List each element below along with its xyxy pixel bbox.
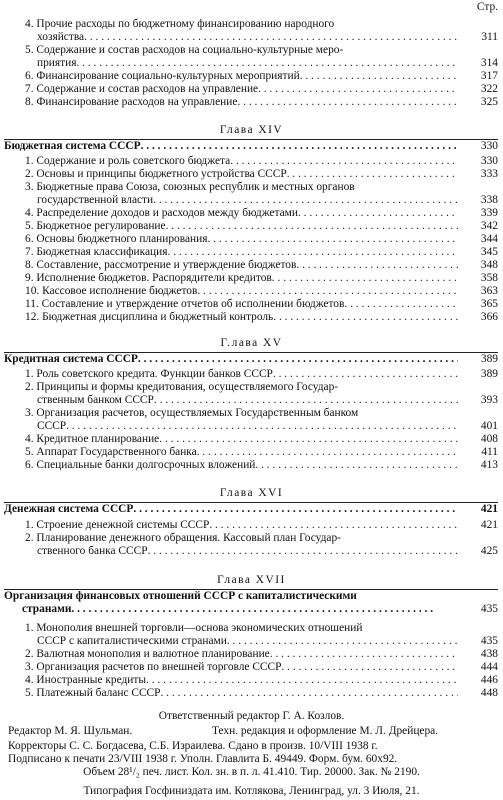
toc-entry-line	[25, 70, 458, 83]
toc-entry-text	[25, 44, 458, 70]
toc-page-number: 411	[481, 446, 498, 458]
toc-page-number: 314	[480, 57, 498, 69]
toc-page-number: 435	[480, 635, 498, 647]
toc-entry-line-text: 3. Организация расчетов по внешней торговле СССР	[25, 661, 282, 673]
toc-entry-line-text: 10. Кассовое исполнение бюджетов	[25, 285, 198, 297]
toc-page-number: 363	[480, 285, 498, 297]
toc-entry-text	[25, 233, 458, 246]
toc-page-number: 358	[480, 272, 498, 284]
toc-entry-text	[25, 70, 458, 83]
toc-page-number: 365	[480, 298, 498, 310]
toc-entry-line	[25, 446, 458, 459]
toc-entry-line-text: 9. Исполнение бюджетов. Распорядители кредитов	[25, 272, 272, 284]
toc-entry-text	[25, 459, 458, 472]
toc-page-number: 401	[480, 420, 498, 432]
toc-entry-line-text: 5. Бюджетное регулирование	[25, 220, 166, 232]
section-title-line	[4, 603, 476, 616]
toc-entry-line-text: хозяйства	[37, 31, 85, 43]
toc-entry-line: 4. Прочие расходы по бюджетному финансированию народного	[25, 18, 335, 30]
dot-leader	[300, 70, 458, 83]
toc-entry-line	[25, 545, 458, 558]
toc-page-number: 448	[480, 687, 498, 699]
toc-entry-line	[25, 635, 458, 648]
correctors-line: Корректоры С. С. Богдасева, С.Б. Израилева. Сдано в произв. 10/VIII 1938 г.	[8, 740, 378, 752]
toc-entry-text	[25, 407, 458, 433]
toc-entry-text	[25, 661, 458, 674]
toc-entry-line-text: ственного банка СССР	[37, 545, 148, 557]
toc-page-number: 425	[480, 545, 498, 557]
toc-entry-line-text: 8. Составление, рассмотрение и утверждение бюджетов	[25, 259, 297, 271]
toc-entry-line-text: 8. Финансирование расходов на управление	[25, 96, 238, 108]
section-page-number: 330	[480, 140, 498, 152]
dot-leader	[227, 635, 458, 648]
section-page-number: 421	[480, 503, 498, 515]
dot-leader	[258, 83, 458, 96]
toc-entry-text	[25, 259, 458, 272]
toc-page-number: 333	[480, 168, 498, 180]
divider	[4, 352, 498, 353]
dot-leader	[230, 155, 458, 168]
toc-page-number: 330	[480, 155, 498, 167]
editor-line: Редактор М. Я. Шульман.	[8, 725, 133, 737]
toc-entry-line-text: 5. Аппарат Государственного банка	[25, 446, 197, 458]
section-title-line	[4, 140, 458, 153]
toc-entry-line-text: 1. Строение денежной системы СССР	[25, 519, 210, 531]
toc-entry-line	[25, 168, 458, 181]
toc-entry-text	[25, 181, 458, 207]
dot-leader	[209, 519, 458, 532]
toc-entry-line: 2. Планирование денежного обращения. Кассовый план Государ-	[25, 532, 341, 544]
toc-entry-line-text: 6. Финансирование социально-культурных мероприятий	[25, 70, 300, 82]
dot-leader	[71, 603, 476, 616]
toc-entry-line-text: приятия	[37, 57, 77, 69]
dot-leader	[197, 446, 458, 459]
toc-entry-text	[25, 622, 458, 648]
toc-entry-line-text: 7. Содержание и состав расходов на управление	[25, 83, 259, 95]
dot-leader	[66, 420, 458, 433]
section-title-text: Бюджетная система СССР	[4, 140, 141, 152]
dot-leader	[159, 433, 458, 446]
chapter-heading: Глава XIV	[219, 124, 284, 136]
toc-entry-line	[25, 648, 458, 661]
toc-entry-line	[25, 674, 458, 687]
dot-leader	[298, 207, 458, 220]
dot-leader	[273, 311, 458, 324]
dot-leader	[153, 194, 458, 207]
dot-leader	[344, 298, 458, 311]
toc-entry-line	[25, 233, 458, 246]
toc-entry-line: 1. Монополия внешней торговли—основа экономических отношений	[25, 622, 363, 634]
dot-leader	[237, 96, 458, 109]
chapter-heading: Глава XVI	[219, 487, 284, 499]
dot-leader	[287, 168, 458, 181]
print-signing-line: Подписано к печати 23/VIII 1938 г. Уполн. Главлита Б. 49449. Форм. бум. 60х92.	[8, 753, 398, 765]
toc-entry-line	[25, 459, 458, 472]
toc-entry-line-text: 12. Бюджетная дисциплина и бюджетный контроль	[25, 311, 274, 323]
toc-entry-line-text: 6. Специальные банки долгосрочных вложений	[25, 459, 256, 471]
volume-line: Объем 28¹/₂ печ. лист. Кол. зн. в п. л. 41.410. Тир. 20000. Зак. № 2190.	[83, 766, 420, 778]
toc-entry-line	[25, 31, 458, 44]
toc-page-number: 408	[480, 433, 498, 445]
toc-entry-line: 3. Организация расчетов, осуществляемых Государственным банком	[25, 407, 359, 419]
toc-entry-line	[25, 155, 458, 168]
dot-leader	[272, 272, 458, 285]
section-title-text: Денежная система СССР	[4, 503, 134, 515]
toc-entry-line	[25, 285, 458, 298]
toc-entry-text	[25, 532, 458, 558]
section-title[interactable]	[4, 140, 498, 153]
toc-entry-line-text: 2. Основы и принципы бюджетного устройства СССР	[25, 168, 287, 180]
toc-entry-text	[25, 519, 458, 532]
toc-entry-line	[25, 207, 458, 220]
toc-page-number: 338	[480, 194, 498, 206]
toc-entry-text	[25, 368, 458, 381]
printing-house-line: Типография Госфиниздата им. Котлякова, Ленинград, ул. 3 Июля, 21.	[83, 785, 420, 797]
toc-entry-text	[25, 207, 458, 220]
toc-entry-line-text: 4. Кредитное планирование	[25, 433, 160, 445]
section-title-line	[4, 503, 458, 516]
section-page-number: 435	[480, 603, 498, 615]
section-title[interactable]	[4, 503, 498, 516]
dot-leader	[141, 140, 458, 153]
dot-leader	[166, 220, 458, 233]
toc-entry-line	[25, 220, 458, 233]
dot-leader	[207, 233, 458, 246]
toc-entry-text	[25, 285, 458, 298]
dot-leader	[138, 353, 458, 366]
section-title-text: странами	[22, 603, 72, 615]
toc-entry-line-text: СССР с капиталистическими странами	[37, 635, 227, 647]
dot-leader	[167, 246, 458, 259]
dot-leader	[273, 368, 458, 381]
page-column-header: Стр.	[476, 1, 498, 13]
tech-editor-line: Техн. редакция и оформление М. Л. Дрейцера.	[212, 725, 439, 737]
dot-leader	[148, 545, 458, 558]
toc-entry-text	[25, 246, 458, 259]
toc-entry-line	[25, 368, 458, 381]
dot-leader	[133, 503, 458, 516]
toc-entry-line-text: 7. Бюджетная классификация	[25, 246, 168, 258]
toc-page-number: 311	[481, 31, 498, 43]
toc-entry-line-text: государственной власти	[37, 194, 154, 206]
toc-entry-text	[25, 18, 458, 44]
toc-entry-line-text: 4. Распределение доходов и расходов между бюджетами	[25, 207, 298, 219]
toc-entry-line	[25, 311, 458, 324]
section-page-number: 389	[480, 353, 498, 365]
toc-entry-text	[25, 311, 458, 324]
toc-entry-line-text: 6. Основы бюджетного планирования	[25, 233, 208, 245]
toc-entry-line	[25, 259, 458, 272]
toc-entry-line	[25, 420, 458, 433]
toc-entry-text	[25, 648, 458, 661]
toc-entry-line	[25, 272, 458, 285]
toc-entry-text	[25, 220, 458, 233]
toc-page-number: 366	[480, 311, 498, 323]
toc-entry-text	[25, 674, 458, 687]
section-title[interactable]	[4, 353, 498, 366]
dot-leader	[160, 687, 458, 700]
dot-leader	[146, 674, 458, 687]
dot-leader	[281, 661, 458, 674]
chapter-heading: Глава XVII	[217, 574, 286, 586]
toc-entry-line	[25, 298, 458, 311]
dot-leader	[76, 57, 458, 70]
toc-page-number: 446	[480, 674, 498, 686]
toc-entry-line	[25, 194, 458, 207]
divider	[4, 589, 498, 590]
toc-page-number: 322	[480, 83, 498, 95]
toc-entry-line	[25, 661, 458, 674]
toc-entry-line-text: 1. Роль советского кредита. Функции банков СССР	[25, 368, 273, 380]
toc-entry-text	[25, 433, 458, 446]
divider	[4, 502, 498, 503]
toc-page-number: 393	[480, 394, 498, 406]
toc-entry-line-text: СССР	[37, 420, 67, 432]
toc-entry-text	[25, 168, 458, 181]
toc-page-number: 317	[480, 70, 498, 82]
toc-page-number: 421	[480, 519, 498, 531]
chapter-heading: Г.лава XV	[220, 337, 283, 349]
dot-leader	[197, 285, 458, 298]
toc-entry-line	[25, 433, 458, 446]
toc-page-number: 342	[480, 220, 498, 232]
toc-entry-text	[25, 96, 458, 109]
toc-entry-line	[25, 394, 458, 407]
section-title[interactable]	[4, 590, 498, 616]
toc-entry-line-text: 1. Содержание и роль советского бюджета	[25, 155, 231, 167]
toc-entry-line-text: 2. Валютная монополия и валютное планирование	[25, 648, 270, 660]
toc-entry-line: 5. Содержание и состав расходов на социально-культурные меро-	[25, 44, 344, 56]
toc-entry-line	[25, 519, 458, 532]
divider	[4, 139, 498, 140]
toc-page-number: 345	[480, 246, 498, 258]
dot-leader	[255, 459, 458, 472]
toc-entry-line-text: ственным банком СССР	[37, 394, 154, 406]
section-title-line	[4, 590, 498, 603]
toc-entry-line-text: 11. Составление и утверждение отчетов об исполнении бюджетов	[25, 298, 345, 310]
toc-entry-text	[25, 687, 458, 700]
toc-entry-line	[25, 687, 458, 700]
dot-leader	[84, 31, 458, 44]
toc-page-number: 339	[480, 207, 498, 219]
toc-entry-text	[25, 298, 458, 311]
toc-page-number: 389	[480, 368, 498, 380]
section-title-text: Кредитная система СССР	[4, 353, 138, 365]
toc-entry-text	[25, 381, 458, 407]
dot-leader	[270, 648, 458, 661]
dot-leader	[154, 394, 458, 407]
toc-entry-text	[25, 155, 458, 168]
toc-page-number: 325	[480, 96, 498, 108]
toc-page-number: 444	[480, 661, 498, 673]
toc-entry-line: 3. Бюджетные права Союза, союзных республик и местных органов	[25, 181, 355, 193]
section-title-text: Организация финансовых отношений СССР с капиталистическими	[4, 590, 357, 602]
toc-entry-line	[25, 246, 458, 259]
dot-leader	[296, 259, 458, 272]
toc-page-number: 348	[480, 259, 498, 271]
toc-entry-line	[25, 96, 458, 109]
toc-entry-line	[25, 57, 458, 70]
toc-page-number: 344	[480, 233, 498, 245]
toc-entry-line-text: 4. Иностранные кредиты	[25, 674, 147, 686]
toc-entry-text	[25, 446, 458, 459]
section-title-line	[4, 353, 458, 366]
toc-entry-line	[25, 83, 458, 96]
toc-entry-text	[25, 272, 458, 285]
toc-page-number: 438	[480, 648, 498, 660]
toc-entry-line-text: 5. Платежный баланс СССР	[25, 687, 161, 699]
toc-entry-text	[25, 83, 458, 96]
toc-entry-line: 2. Принципы и формы кредитования, осуществляемого Государ-	[25, 381, 339, 393]
responsible-editor: Ответственный редактор Г. А. Козлов.	[158, 710, 345, 722]
toc-page-number: 413	[480, 459, 498, 471]
